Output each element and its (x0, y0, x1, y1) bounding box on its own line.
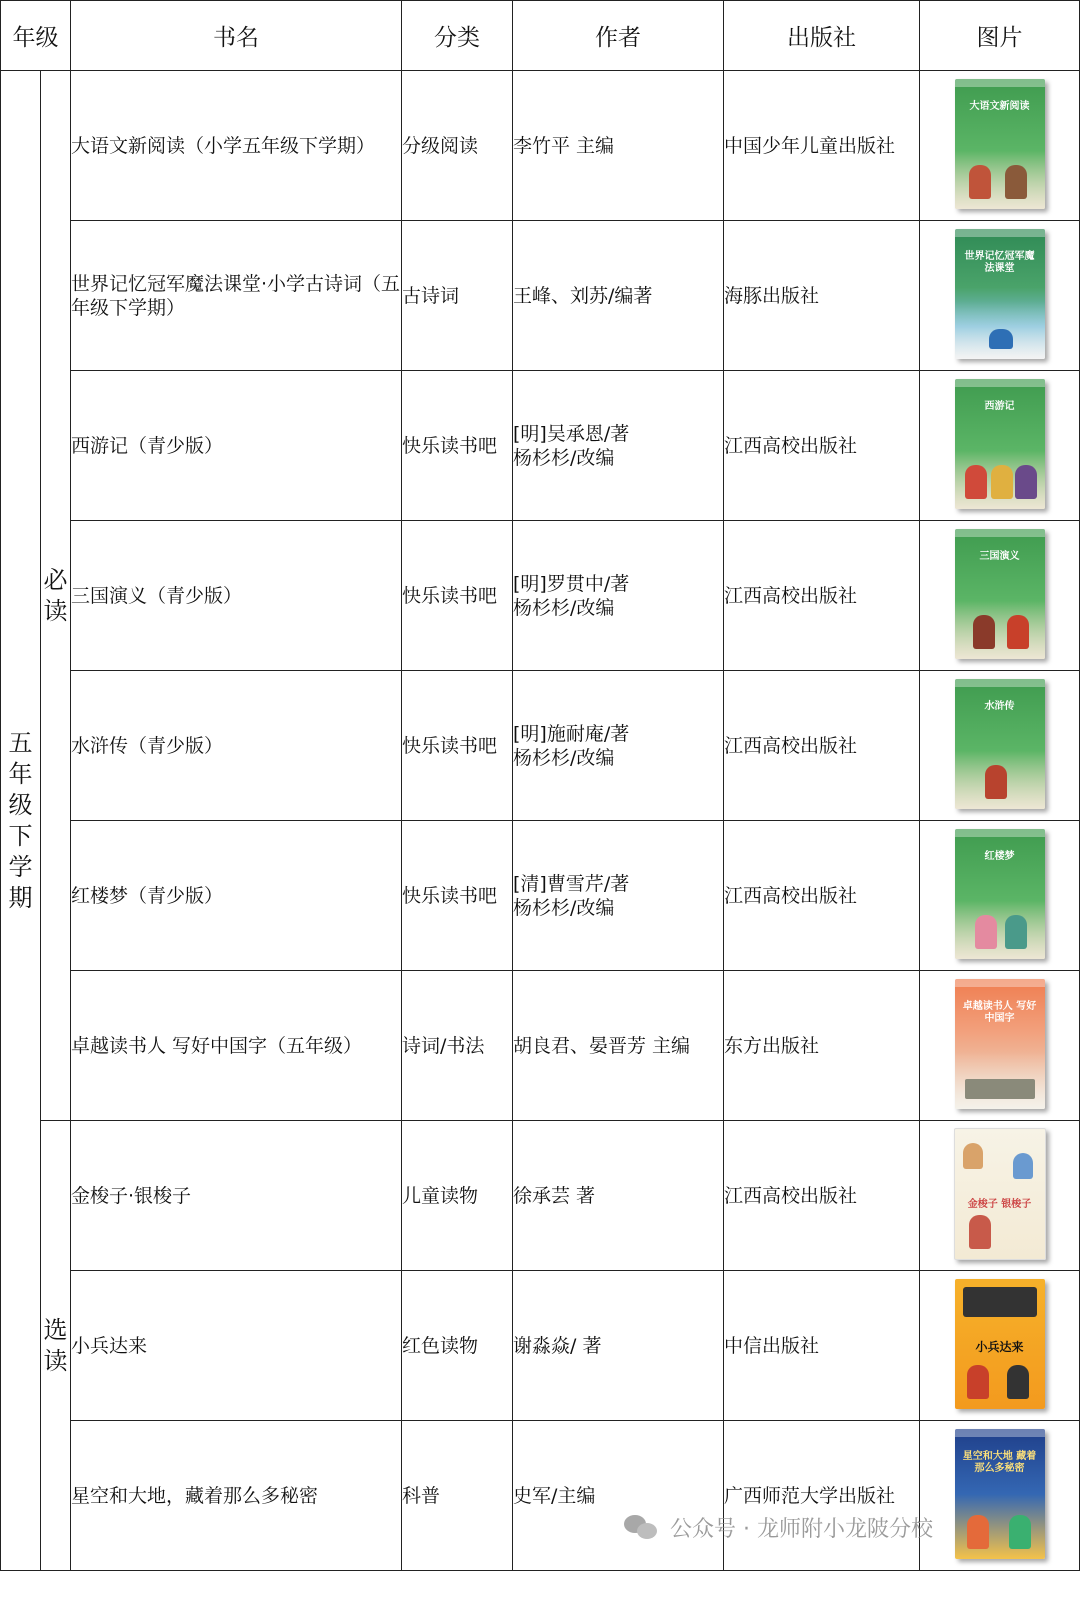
book-author: 史军/主编 (513, 1421, 724, 1571)
cover-title: 西游记 (984, 400, 1015, 412)
book-title: 水浒传（青少版） (71, 671, 402, 821)
book-author: 王峰、刘苏/编著 (513, 221, 724, 371)
book-category: 快乐读书吧 (402, 671, 513, 821)
book-category: 科普 (402, 1421, 513, 1571)
wechat-icon (624, 1513, 660, 1541)
book-title: 红楼梦（青少版） (71, 821, 402, 971)
book-title: 三国演义（青少版） (71, 521, 402, 671)
cover-title: 星空和大地 藏着那么多秘密 (962, 1450, 1037, 1474)
table-row (1, 371, 1080, 521)
book-publisher: 广西师范大学出版社 (724, 1421, 920, 1571)
cover-title: 红楼梦 (984, 850, 1015, 862)
book-publisher: 中信出版社 (724, 1271, 920, 1421)
book-category: 儿童读物 (402, 1121, 513, 1271)
book-title: 世界记忆冠军魔法课堂·小学古诗词（五年级下学期） (71, 221, 402, 371)
cover-title: 大语文新阅读 (969, 100, 1030, 112)
cover-title: 三国演义 (979, 550, 1020, 562)
watermark (624, 1510, 933, 1544)
book-cover-image (955, 1279, 1045, 1409)
header-title: 书名 (71, 1, 402, 71)
book-author: [清]曹雪芹/著 杨杉杉/改编 (513, 821, 724, 971)
book-title: 西游记（青少版） (71, 371, 402, 521)
book-author: 谢淼焱/ 著 (513, 1271, 724, 1421)
book-author: 胡良君、晏晋芳 主编 (513, 971, 724, 1121)
table-row (1, 671, 1080, 821)
book-cover-cell (920, 221, 1080, 371)
book-cover-cell (920, 521, 1080, 671)
book-author: [明]施耐庵/著 杨杉杉/改编 (513, 671, 724, 821)
book-publisher: 中国少年儿童出版社 (724, 71, 920, 221)
book-publisher: 海豚出版社 (724, 221, 920, 371)
table-row (1, 521, 1080, 671)
book-cover-cell (920, 71, 1080, 221)
table-row (1, 821, 1080, 971)
book-author: [明]吴承恩/著 杨杉杉/改编 (513, 371, 724, 521)
book-category: 快乐读书吧 (402, 521, 513, 671)
cover-title: 卓越读书人 写好中国字 (962, 1000, 1037, 1024)
grade-label: 五年级下学期 (8, 728, 33, 912)
book-cover-image (955, 379, 1045, 509)
book-title: 金梭子·银梭子 (71, 1121, 402, 1271)
cover-title: 水浒传 (984, 700, 1015, 712)
book-cover-cell (920, 821, 1080, 971)
book-cover-cell (920, 1121, 1080, 1271)
book-publisher: 江西高校出版社 (724, 1121, 920, 1271)
watermark-text: 公众号 · 龙师附小龙陂分校 (670, 1516, 933, 1542)
table-row (1, 971, 1080, 1121)
table-row (1, 221, 1080, 371)
required-group-cell (41, 71, 71, 1121)
book-cover-cell (920, 671, 1080, 821)
cover-title: 小兵达来 (975, 1339, 1024, 1354)
book-category: 快乐读书吧 (402, 371, 513, 521)
book-cover-image (955, 979, 1045, 1109)
table-row (1, 1421, 1080, 1571)
optional-label: 选读 (43, 1315, 68, 1375)
header-category: 分类 (402, 1, 513, 71)
book-publisher: 江西高校出版社 (724, 521, 920, 671)
table-row (1, 71, 1080, 221)
book-title: 大语文新阅读（小学五年级下学期） (71, 71, 402, 221)
cover-title: 世界记忆冠军魔法课堂 (964, 250, 1035, 274)
book-cover-cell (920, 371, 1080, 521)
header-image: 图片 (920, 1, 1080, 71)
table-row (1, 1271, 1080, 1421)
book-cover-cell (920, 1271, 1080, 1421)
book-publisher: 江西高校出版社 (724, 821, 920, 971)
book-category: 分级阅读 (402, 71, 513, 221)
book-author: [明]罗贯中/著 杨杉杉/改编 (513, 521, 724, 671)
book-category: 快乐读书吧 (402, 821, 513, 971)
header-author: 作者 (513, 1, 724, 71)
header-grade: 年级 (1, 1, 71, 71)
required-label: 必读 (43, 565, 68, 625)
book-author: 李竹平 主编 (513, 71, 724, 221)
header-publisher: 出版社 (724, 1, 920, 71)
cover-title: 金梭子 银梭子 (967, 1198, 1032, 1210)
book-title: 小兵达来 (71, 1271, 402, 1421)
table-row (1, 1121, 1080, 1271)
book-category: 红色读物 (402, 1271, 513, 1421)
book-category: 古诗词 (402, 221, 513, 371)
book-cover-image (955, 829, 1045, 959)
book-title: 星空和大地，藏着那么多秘密 (71, 1421, 402, 1571)
book-cover-image (955, 229, 1045, 359)
book-cover-image (955, 1429, 1045, 1559)
table-header-row (1, 1, 1080, 71)
book-cover-cell (920, 971, 1080, 1121)
book-category: 诗词/书法 (402, 971, 513, 1121)
book-author: 徐承芸 著 (513, 1121, 724, 1271)
book-publisher: 江西高校出版社 (724, 671, 920, 821)
book-cover-image (955, 79, 1045, 209)
book-cover-image (954, 1128, 1046, 1260)
book-cover-image (955, 679, 1045, 809)
optional-group-cell (41, 1121, 71, 1571)
book-cover-image (955, 529, 1045, 659)
book-publisher: 江西高校出版社 (724, 371, 920, 521)
book-publisher: 东方出版社 (724, 971, 920, 1121)
book-title: 卓越读书人 写好中国字（五年级） (71, 971, 402, 1121)
grade-cell (1, 71, 41, 1571)
book-cover-cell (920, 1421, 1080, 1571)
